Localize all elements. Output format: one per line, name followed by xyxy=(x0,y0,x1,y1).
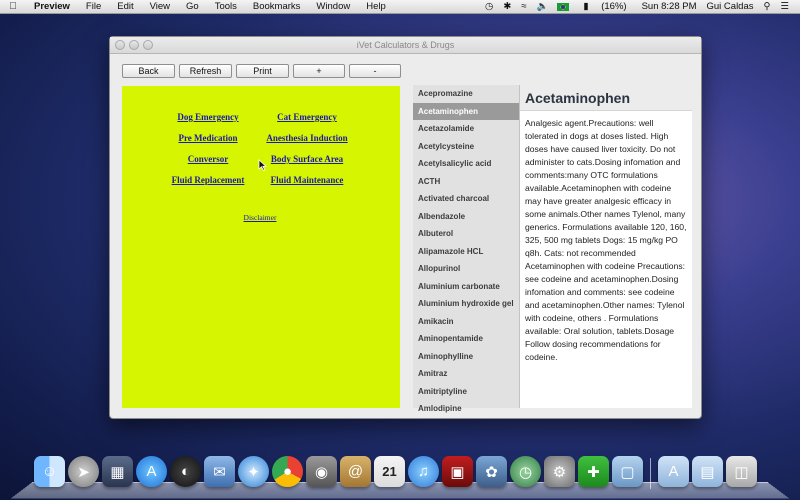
conversor-link[interactable]: Conversor xyxy=(187,154,229,164)
dashboard-icon[interactable]: ◐ xyxy=(170,456,201,487)
window-controls xyxy=(115,40,153,50)
body-surface-area-link[interactable]: Body Surface Area xyxy=(270,154,344,164)
spotlight-icon[interactable]: ⚲ xyxy=(763,1,771,12)
documents-folder-icon[interactable]: ▤ xyxy=(692,456,723,487)
print-button[interactable]: Print xyxy=(236,64,289,78)
disclaimer-link[interactable]: Disclaimer xyxy=(243,213,277,222)
anesthesia-induction-link[interactable]: Anesthesia Induction xyxy=(266,133,348,143)
drug-list-item[interactable]: Acetazolamide xyxy=(418,124,475,133)
drug-detail-title: Acetaminophen xyxy=(520,85,692,111)
battery-status[interactable] xyxy=(573,1,636,12)
dock-icons xyxy=(34,456,757,491)
drug-list-item[interactable]: Alipamazole HCL xyxy=(418,246,484,256)
safari-icon[interactable]: ✦ xyxy=(238,456,269,487)
toolbar xyxy=(122,64,401,78)
drug-list-item[interactable]: Aluminium hydroxide gel xyxy=(418,299,514,308)
photo-booth-icon[interactable]: ▣ xyxy=(442,456,473,487)
calculators-panel xyxy=(122,86,400,408)
apple-menu-icon[interactable] xyxy=(0,1,26,12)
menu-edit[interactable]: Edit xyxy=(117,1,134,12)
drug-list-item[interactable]: Albendazole xyxy=(418,211,466,221)
menu-bar xyxy=(0,0,800,14)
menu-window[interactable]: Window xyxy=(316,1,351,12)
chrome-icon[interactable]: ● xyxy=(272,456,303,487)
iphoto-icon[interactable]: ✿ xyxy=(476,456,507,487)
drug-list xyxy=(413,85,520,413)
volume-icon[interactable]: 🔈 xyxy=(536,1,549,12)
drug-list-item[interactable]: Amitriptyline xyxy=(418,386,467,396)
menu-clock[interactable]: Sun 8:28 PM xyxy=(641,1,697,12)
menu-view[interactable]: View xyxy=(149,1,171,12)
drug-list-item[interactable]: Acepromazine xyxy=(418,89,473,98)
zoom-window-icon[interactable] xyxy=(143,40,153,50)
system-preferences-icon[interactable]: ⚙ xyxy=(544,456,575,487)
drug-list-item[interactable]: Acetylcysteine xyxy=(418,141,475,151)
dock-separator xyxy=(650,458,651,489)
cat-emergency-link[interactable]: Cat Emergency xyxy=(277,112,337,122)
mouse-cursor-icon xyxy=(259,158,267,176)
facetime-icon[interactable]: ◉ xyxy=(306,456,337,487)
finder-icon[interactable]: ☺ xyxy=(34,456,65,487)
drug-list-item[interactable]: Amikacin xyxy=(418,316,454,326)
dog-emergency-link[interactable]: Dog Emergency xyxy=(177,112,239,122)
bluetooth-icon[interactable]: ✱ xyxy=(503,1,512,12)
applications-folder-icon[interactable]: A xyxy=(658,456,689,487)
drug-list-item[interactable]: Aminopentamide xyxy=(418,334,483,343)
notification-center-icon[interactable]: ☰ xyxy=(780,1,789,12)
minimize-window-icon[interactable] xyxy=(129,40,139,50)
launchpad-icon[interactable]: ➤ xyxy=(68,456,99,487)
mail-icon[interactable]: ✉ xyxy=(204,456,235,487)
mission-control-icon[interactable]: ▦ xyxy=(102,456,133,487)
itunes-icon[interactable]: ♫ xyxy=(408,456,439,487)
battery-icon: ▮ xyxy=(583,1,589,12)
menu-file[interactable]: File xyxy=(85,1,102,12)
status-area xyxy=(480,1,800,12)
window-title: iVet Calculators & Drugs xyxy=(356,40,455,50)
pre-medication-link[interactable]: Pre Medication xyxy=(178,133,238,143)
drug-list-item[interactable]: ACTH xyxy=(418,176,441,186)
calendar-icon[interactable]: 21 xyxy=(374,456,405,487)
back-button[interactable]: Back xyxy=(122,64,175,78)
menu-user[interactable]: Gui Caldas xyxy=(706,1,754,12)
drug-list-item[interactable]: Amitraz xyxy=(418,369,448,378)
fluid-maintenance-link[interactable]: Fluid Maintenance xyxy=(270,175,344,185)
drug-detail-panel xyxy=(520,85,692,408)
window-titlebar[interactable] xyxy=(110,37,701,54)
drug-list-item[interactable]: Amlodipine xyxy=(418,404,462,413)
drug-list-item[interactable]: Acetaminophen xyxy=(413,103,519,121)
zoom-out-button[interactable]: - xyxy=(349,64,401,78)
drug-list-item[interactable]: Aminophylline xyxy=(418,351,474,361)
drug-list-item[interactable]: Aluminium carbonate xyxy=(418,281,500,291)
close-window-icon[interactable] xyxy=(115,40,125,50)
contacts-icon[interactable]: @ xyxy=(340,456,371,487)
drug-list-item[interactable]: Activated charcoal xyxy=(418,194,490,203)
preview-icon[interactable]: ▢ xyxy=(612,456,643,487)
app-window xyxy=(109,36,702,419)
battery-percent: (16%) xyxy=(601,1,627,12)
menu-bookmarks[interactable]: Bookmarks xyxy=(252,1,301,12)
drug-list-item[interactable]: Allopurinol xyxy=(418,264,461,273)
app-store-icon[interactable]: A xyxy=(136,456,167,487)
drug-list-item[interactable]: Albuterol xyxy=(418,229,454,238)
menu-go[interactable]: Go xyxy=(186,1,199,12)
input-source-flag-icon[interactable] xyxy=(557,3,569,11)
fluid-replacement-link[interactable]: Fluid Replacement xyxy=(171,175,245,185)
zoom-in-button[interactable]: + xyxy=(293,64,345,78)
menu-app-preview[interactable]: Preview xyxy=(34,1,70,12)
trash-icon[interactable]: ◫ xyxy=(726,456,757,487)
menu-help[interactable]: Help xyxy=(366,1,386,12)
time-machine-status-icon[interactable]: ◷ xyxy=(485,1,494,12)
menu-tools[interactable]: Tools xyxy=(214,1,237,12)
drug-detail-body: Analgesic agent.Precautions: well tolerated in dogs at doses listed. High doses have caused liver toxicity. Do not administer to cats.Dosing infomation and comments:many OTC formulations available.Acetaminophen with codeine may have greater analgesic efficacy in some animals.Other names Tylenol, many generics. Formulations available 120, 160, 325, 500 mg tablets Dogs: 15 mg/kg PO q8h. Cats: not recommended Acetaminophen with codeine Precautions: see codeine and acetaminophen.Dosing infomation and comments: see codeine and acetaminophen.Other names: Tylenol with codeine, others . Formulations available: Oral solution, tablets.Dosage Follow dosing recommendations for codeine. xyxy=(525,118,687,362)
drug-list-item[interactable]: Acetylsalicylic acid xyxy=(418,159,492,168)
time-machine-icon[interactable]: ◷ xyxy=(510,456,541,487)
ivet-icon[interactable]: ✚ xyxy=(578,456,609,487)
wifi-icon[interactable]: ≈ xyxy=(521,1,527,12)
dock xyxy=(22,452,778,500)
refresh-button[interactable]: Refresh xyxy=(179,64,232,78)
